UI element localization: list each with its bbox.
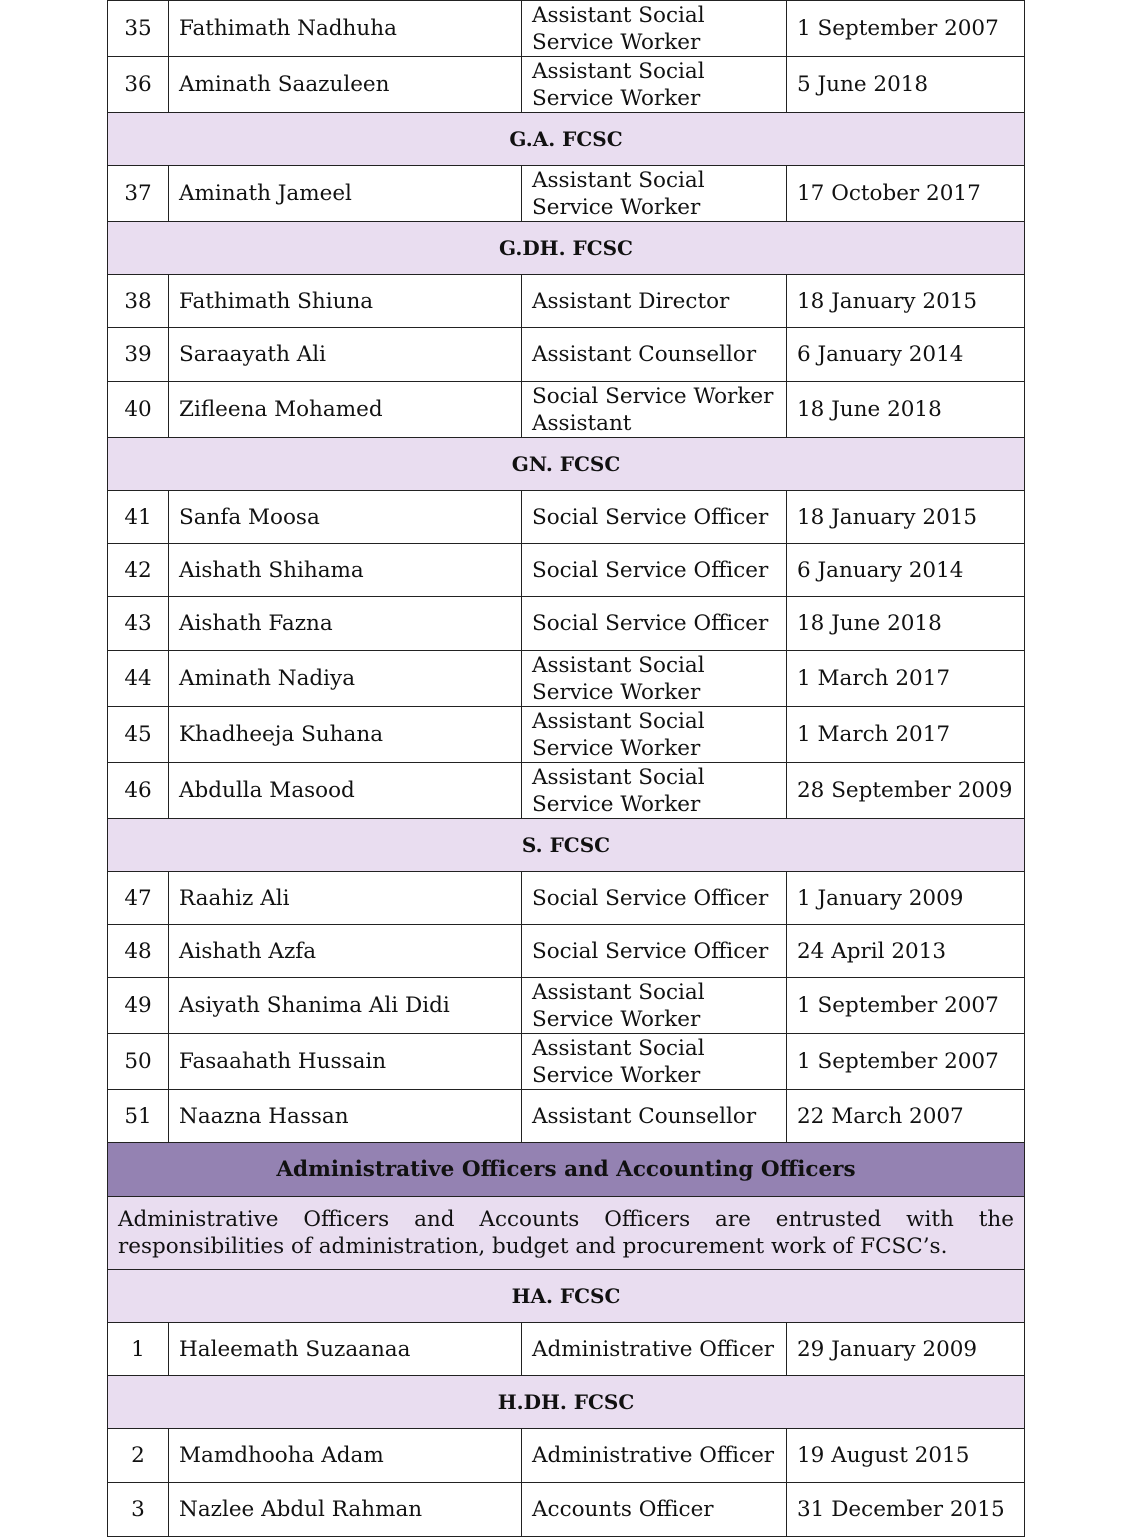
table-row: [108, 763, 1025, 819]
table-row: [108, 275, 1025, 328]
staff-position: Accounts Officer: [522, 1483, 787, 1537]
staff-name: Aminath Jameel: [169, 166, 522, 222]
table-row: [108, 1090, 1025, 1143]
appointment-date: 18 January 2015: [787, 491, 1025, 544]
row-number: 37: [108, 166, 169, 222]
staff-name: Mamdhooha Adam: [169, 1429, 522, 1483]
appointment-date: 6 January 2014: [787, 328, 1025, 382]
row-number: 3: [108, 1483, 169, 1537]
row-number: 2: [108, 1429, 169, 1483]
table-row: [108, 166, 1025, 222]
appointment-date: 1 September 2007: [787, 1034, 1025, 1090]
appointment-date: 24 April 2013: [787, 925, 1025, 978]
staff-position: Assistant Counsellor: [522, 328, 787, 382]
table-row: [108, 328, 1025, 382]
appointment-date: 18 January 2015: [787, 275, 1025, 328]
row-number: 35: [108, 1, 169, 57]
staff-position: Assistant Director: [522, 275, 787, 328]
staff-name: Abdulla Masood: [169, 763, 522, 819]
staff-position: Assistant Social Service Worker: [522, 1034, 787, 1090]
staff-name: Aminath Saazuleen: [169, 57, 522, 113]
staff-position: Social Service Officer: [522, 544, 787, 597]
staff-name: Zifleena Mohamed: [169, 382, 522, 438]
staff-name: Asiyath Shanima Ali Didi: [169, 978, 522, 1034]
row-number: 1: [108, 1323, 169, 1376]
row-number: 41: [108, 491, 169, 544]
row-number: 51: [108, 1090, 169, 1143]
section-header-row: [108, 113, 1025, 166]
row-number: 40: [108, 382, 169, 438]
section-header: G.DH. FCSC: [108, 222, 1025, 275]
appointment-date: 22 March 2007: [787, 1090, 1025, 1143]
staff-position: Social Service Officer: [522, 597, 787, 651]
appointment-date: 19 August 2015: [787, 1429, 1025, 1483]
row-number: 38: [108, 275, 169, 328]
staff-position: Social Service Worker Assistant: [522, 382, 787, 438]
staff-name: Sanfa Moosa: [169, 491, 522, 544]
staff-name: Fathimath Shiuna: [169, 275, 522, 328]
staff-position: Social Service Officer: [522, 491, 787, 544]
category-header: Administrative Officers and Accounting Officers: [108, 1143, 1025, 1197]
staff-table: [107, 0, 1025, 1537]
table-row: [108, 544, 1025, 597]
table-row: [108, 925, 1025, 978]
table-row: [108, 1429, 1025, 1483]
staff-position: Assistant Social Service Worker: [522, 651, 787, 707]
appointment-date: 1 September 2007: [787, 1, 1025, 57]
table-row: [108, 651, 1025, 707]
staff-position: Assistant Social Service Worker: [522, 978, 787, 1034]
staff-name: Aishath Azfa: [169, 925, 522, 978]
section-header: H.DH. FCSC: [108, 1376, 1025, 1429]
table-row: [108, 382, 1025, 438]
row-number: 47: [108, 872, 169, 925]
appointment-date: 6 January 2014: [787, 544, 1025, 597]
section-header-row: [108, 438, 1025, 491]
staff-position: Social Service Officer: [522, 872, 787, 925]
staff-position: Assistant Social Service Worker: [522, 707, 787, 763]
table-row: [108, 1483, 1025, 1537]
appointment-date: 1 January 2009: [787, 872, 1025, 925]
staff-name: Raahiz Ali: [169, 872, 522, 925]
staff-position: Administrative Officer: [522, 1429, 787, 1483]
table-row: [108, 597, 1025, 651]
table-row: [108, 1034, 1025, 1090]
section-header-row: [108, 819, 1025, 872]
appointment-date: 5 June 2018: [787, 57, 1025, 113]
staff-name: Naazna Hassan: [169, 1090, 522, 1143]
appointment-date: 1 March 2017: [787, 651, 1025, 707]
table-row: [108, 872, 1025, 925]
category-header-row: [108, 1143, 1025, 1197]
appointment-date: 1 March 2017: [787, 707, 1025, 763]
table-row: [108, 1, 1025, 57]
row-number: 49: [108, 978, 169, 1034]
staff-position: Social Service Officer: [522, 925, 787, 978]
table-row: [108, 978, 1025, 1034]
appointment-date: 31 December 2015: [787, 1483, 1025, 1537]
row-number: 42: [108, 544, 169, 597]
section-header-row: [108, 1270, 1025, 1323]
staff-position: Assistant Counsellor: [522, 1090, 787, 1143]
appointment-date: 18 June 2018: [787, 382, 1025, 438]
staff-name: Fasaahath Hussain: [169, 1034, 522, 1090]
staff-name: Nazlee Abdul Rahman: [169, 1483, 522, 1537]
row-number: 44: [108, 651, 169, 707]
table-row: [108, 491, 1025, 544]
row-number: 39: [108, 328, 169, 382]
row-number: 48: [108, 925, 169, 978]
staff-position: Administrative Officer: [522, 1323, 787, 1376]
description-row: [108, 1197, 1025, 1270]
row-number: 50: [108, 1034, 169, 1090]
appointment-date: 28 September 2009: [787, 763, 1025, 819]
row-number: 43: [108, 597, 169, 651]
table-row: [108, 707, 1025, 763]
staff-position: Assistant Social Service Worker: [522, 763, 787, 819]
row-number: 36: [108, 57, 169, 113]
appointment-date: 1 September 2007: [787, 978, 1025, 1034]
staff-position: Assistant Social Service Worker: [522, 57, 787, 113]
section-header: S. FCSC: [108, 819, 1025, 872]
staff-name: Saraayath Ali: [169, 328, 522, 382]
category-description: Administrative Officers and Accounts Officers are entrusted with the responsibilities of administration, budget and procurement work of FCSC’s.: [108, 1197, 1025, 1270]
section-header: GN. FCSC: [108, 438, 1025, 491]
table-row: [108, 57, 1025, 113]
section-header-row: [108, 222, 1025, 275]
section-header: G.A. FCSC: [108, 113, 1025, 166]
row-number: 45: [108, 707, 169, 763]
staff-name: Aishath Shihama: [169, 544, 522, 597]
appointment-date: 17 October 2017: [787, 166, 1025, 222]
staff-name: Khadheeja Suhana: [169, 707, 522, 763]
staff-name: Fathimath Nadhuha: [169, 1, 522, 57]
staff-name: Haleemath Suzaanaa: [169, 1323, 522, 1376]
staff-name: Aminath Nadiya: [169, 651, 522, 707]
appointment-date: 18 June 2018: [787, 597, 1025, 651]
staff-position: Assistant Social Service Worker: [522, 1, 787, 57]
staff-name: Aishath Fazna: [169, 597, 522, 651]
row-number: 46: [108, 763, 169, 819]
appointment-date: 29 January 2009: [787, 1323, 1025, 1376]
section-header-row: [108, 1376, 1025, 1429]
section-header: HA. FCSC: [108, 1270, 1025, 1323]
table-row: [108, 1323, 1025, 1376]
staff-position: Assistant Social Service Worker: [522, 166, 787, 222]
staff-table-body: [108, 1, 1025, 1537]
